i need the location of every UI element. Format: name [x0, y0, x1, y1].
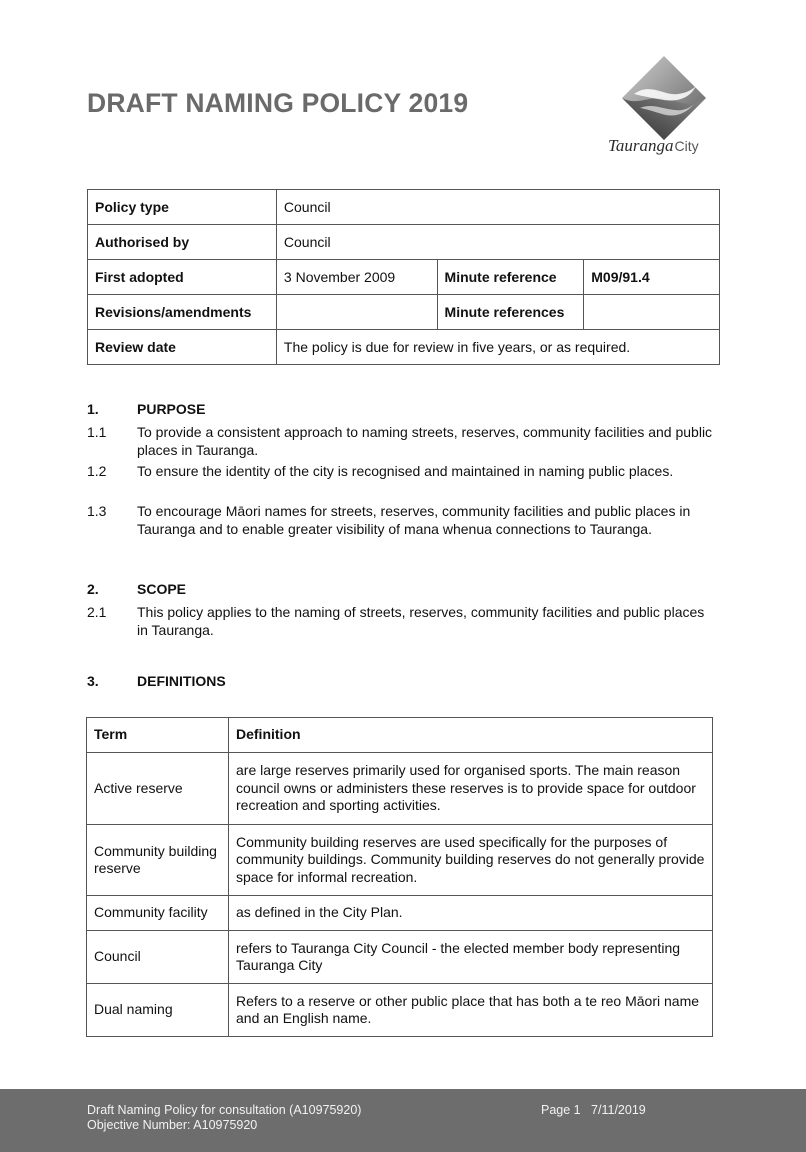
item-number: 1.2	[87, 463, 107, 479]
minute-reference-label: Minute reference	[437, 260, 584, 295]
policy-type-label: Policy type	[88, 190, 277, 225]
section-number: 2.	[87, 581, 99, 597]
minute-references-label: Minute references	[437, 295, 584, 330]
revisions-label: Revisions/amendments	[88, 295, 277, 330]
item-number: 2.1	[87, 604, 107, 620]
item-number: 1.1	[87, 424, 107, 440]
table-row	[87, 753, 713, 825]
definition-cell: as defined in the City Plan.	[229, 896, 713, 931]
item-number: 1.3	[87, 503, 107, 519]
term-cell: Community facility	[87, 896, 229, 931]
term-cell: Council	[87, 931, 229, 984]
table-row	[87, 984, 713, 1037]
authorised-by-value: Council	[276, 225, 719, 260]
review-date-value: The policy is due for review in five years, or as required.	[276, 330, 719, 365]
definitions-heading	[87, 673, 720, 691]
definition-cell: Community building reserves are used specifically for the purposes of community buildings. Community building reserves do not generally provide space for informal recreation.	[229, 825, 713, 896]
term-column-header: Term	[87, 718, 229, 753]
minute-references-value	[584, 295, 720, 330]
table-row	[87, 896, 713, 931]
page-title: DRAFT NAMING POLICY 2019	[87, 88, 469, 118]
policy-type-value: Council	[276, 190, 719, 225]
first-adopted-label: First adopted	[88, 260, 277, 295]
footer-objective-number: Objective Number: A10975920	[87, 1118, 258, 1132]
logo-wordmark	[608, 136, 699, 156]
section-title: PURPOSE	[137, 401, 206, 417]
section-title: SCOPE	[137, 581, 187, 597]
item-text: To provide a consistent approach to naming streets, reserves, community facilities and public places in Tauranga.	[137, 424, 713, 458]
list-item	[87, 604, 720, 640]
term-cell: Active reserve	[87, 753, 229, 825]
table-row	[88, 225, 720, 260]
footer-doc-title: Draft Naming Policy for consultation (A10975920)	[87, 1103, 362, 1117]
definition-cell: Refers to a reserve or other public place that has both a te reo Māori name and an English name.	[229, 984, 713, 1037]
definition-column-header: Definition	[229, 718, 713, 753]
item-text: To encourage Māori names for streets, reserves, community facilities and public places in Tauranga and to enable greater visibility of mana whenua connections to Tauranga.	[137, 503, 691, 537]
page-footer	[0, 1089, 806, 1152]
authorised-by-label: Authorised by	[88, 225, 277, 260]
table-row	[88, 260, 720, 295]
list-item	[87, 503, 720, 557]
term-cell: Community building reserve	[87, 825, 229, 896]
diamond-logo-icon	[620, 56, 708, 144]
section-number: 1.	[87, 401, 99, 417]
first-adopted-value: 3 November 2009	[276, 260, 437, 295]
table-row	[87, 825, 713, 896]
definitions-table	[86, 717, 713, 1037]
table-row	[88, 295, 720, 330]
tauranga-city-logo	[604, 56, 724, 162]
minute-reference-value: M09/91.4	[584, 260, 720, 295]
logo-suffix: City	[674, 138, 699, 154]
section-title: DEFINITIONS	[137, 673, 226, 689]
table-header-row	[87, 718, 713, 753]
term-cell: Dual naming	[87, 984, 229, 1037]
footer-page-date	[541, 1103, 646, 1117]
logo-name: Tauranga	[608, 136, 674, 155]
definition-cell: are large reserves primarily used for organised sports. The main reason council owns or administers these reserves is to provide space for outdoor recreation and sporting activities.	[229, 753, 713, 825]
review-date-label: Review date	[88, 330, 277, 365]
definition-cell: refers to Tauranga City Council - the elected member body representing Tauranga City	[229, 931, 713, 984]
revisions-value	[276, 295, 437, 330]
section-number: 3.	[87, 673, 99, 689]
item-text: To ensure the identity of the city is recognised and maintained in naming public places.	[137, 463, 674, 479]
table-row	[88, 190, 720, 225]
scope-heading	[87, 581, 720, 599]
list-item	[87, 463, 720, 499]
table-row	[87, 931, 713, 984]
purpose-heading	[87, 401, 720, 419]
policy-info-table	[87, 189, 720, 365]
list-item	[87, 424, 720, 460]
item-text: This policy applies to the naming of streets, reserves, community facilities and public places in Tauranga.	[137, 604, 705, 638]
table-row	[88, 330, 720, 365]
footer-page: Page 1	[541, 1103, 581, 1117]
footer-date: 7/11/2019	[591, 1103, 646, 1117]
